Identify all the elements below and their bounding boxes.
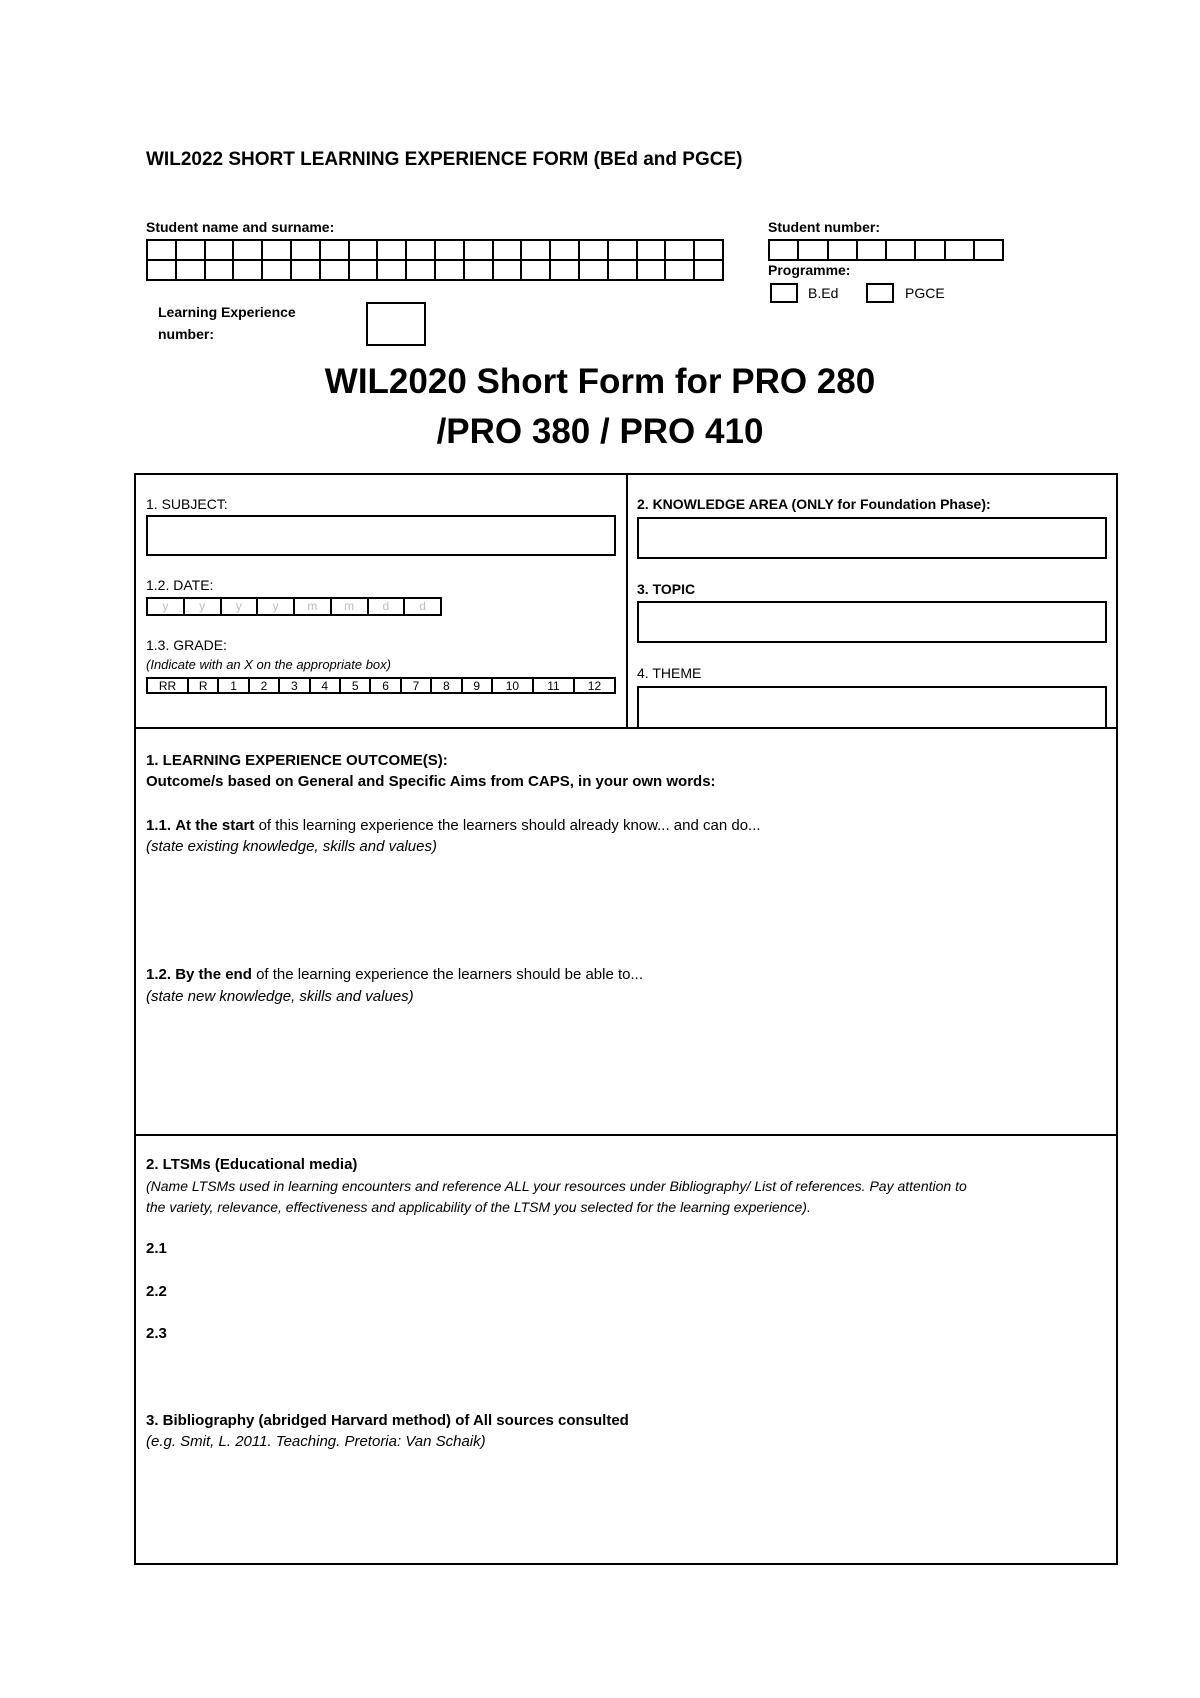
date-cell[interactable]: m (295, 599, 332, 616)
name-char-cell[interactable] (436, 261, 465, 281)
name-char-cell[interactable] (522, 261, 551, 281)
grade-cell[interactable]: RR (148, 679, 189, 694)
student-name-label: Student name and surname: (146, 219, 335, 235)
outcome-start-answer-area[interactable] (146, 860, 1106, 960)
name-char-cell[interactable] (666, 241, 695, 261)
outcome-end-number: 1.2. (146, 966, 172, 983)
grade-cell[interactable]: 8 (432, 679, 462, 694)
name-char-cell[interactable] (465, 241, 494, 261)
outcome-start-bold: At the start (175, 817, 255, 834)
name-char-cell[interactable] (263, 241, 292, 261)
form-title: WIL2022 SHORT LEARNING EXPERIENCE FORM (BEd and PGCE) (146, 149, 743, 170)
name-char-cell[interactable] (148, 241, 177, 261)
big-title-line-1: WIL2020 Short Form for PRO 280 (324, 362, 876, 401)
bibliography-example-prefix: (e.g. Smit, L. 2011. (146, 1433, 276, 1450)
name-char-cell[interactable] (148, 261, 177, 281)
number-char-cell[interactable] (829, 241, 858, 261)
learning-experience-number-field[interactable] (366, 302, 426, 346)
number-char-cell[interactable] (887, 241, 916, 261)
student-number-label: Student number: (768, 219, 880, 235)
name-char-cell[interactable] (580, 241, 609, 261)
number-char-cell[interactable] (799, 241, 828, 261)
name-char-cell[interactable] (580, 261, 609, 281)
grade-cell[interactable]: 6 (371, 679, 401, 694)
name-char-cell[interactable] (407, 241, 436, 261)
name-char-cell[interactable] (436, 241, 465, 261)
date-cell[interactable]: m (332, 599, 369, 616)
bibliography-example (146, 1433, 486, 1450)
name-char-cell[interactable] (321, 241, 350, 261)
outcome-start-line (146, 817, 761, 834)
big-title-line-2: /PRO 380 / PRO 410 (436, 412, 764, 451)
name-char-cell[interactable] (609, 241, 638, 261)
learning-experience-label: Learning Experience (158, 304, 296, 320)
date-cell[interactable]: y (222, 599, 259, 616)
number-char-cell[interactable] (975, 241, 1004, 261)
grade-hint: (Indicate with an X on the appropriate box) (146, 657, 391, 672)
grade-selector[interactable] (146, 677, 616, 694)
outcome-start-hint: (state existing knowledge, skills and values) (146, 838, 437, 855)
name-char-cell[interactable] (206, 261, 235, 281)
outcomes-heading: 1. LEARNING EXPERIENCE OUTCOME(S): (146, 752, 448, 769)
name-char-cell[interactable] (350, 241, 379, 261)
name-char-cell[interactable] (292, 241, 321, 261)
name-char-cell[interactable] (206, 241, 235, 261)
name-char-cell[interactable] (234, 241, 263, 261)
date-cell[interactable]: y (258, 599, 295, 616)
date-field[interactable] (146, 597, 442, 616)
ltsm-item-3: 2.3 (146, 1325, 167, 1342)
grade-cell[interactable]: 7 (402, 679, 432, 694)
name-char-cell[interactable] (234, 261, 263, 281)
ltsm-item-1-answer[interactable] (180, 1236, 1100, 1262)
date-cell[interactable]: d (369, 599, 406, 616)
grade-cell[interactable]: 1 (219, 679, 249, 694)
name-char-cell[interactable] (378, 261, 407, 281)
programme-label: Programme: (768, 262, 851, 278)
pgce-option-label: PGCE (905, 285, 945, 301)
student-number-field[interactable] (768, 239, 1004, 261)
ltsm-heading: 2. LTSMs (Educational media) (146, 1156, 358, 1173)
name-char-cell[interactable] (695, 261, 724, 281)
knowledge-area-label: 2. KNOWLEDGE AREA (ONLY for Foundation Phase): (637, 496, 991, 512)
grade-cell[interactable]: 11 (534, 679, 575, 694)
date-cell[interactable]: y (148, 599, 185, 616)
name-char-cell[interactable] (177, 261, 206, 281)
outcome-end-bold: By the end (175, 966, 252, 983)
grade-cell[interactable]: 5 (341, 679, 371, 694)
grade-cell[interactable]: 4 (311, 679, 341, 694)
name-char-cell[interactable] (350, 261, 379, 281)
grade-cell[interactable]: R (189, 679, 219, 694)
theme-field[interactable] (637, 686, 1107, 728)
name-char-cell[interactable] (378, 241, 407, 261)
grade-label: 1.3. GRADE: (146, 637, 227, 653)
column-divider (626, 473, 628, 728)
bed-option-label: B.Ed (808, 285, 839, 301)
outcome-start-text: of this learning experience the learners should already know... and can do... (258, 817, 761, 834)
name-char-cell[interactable] (638, 261, 667, 281)
grade-cell[interactable]: 10 (493, 679, 534, 694)
date-cell[interactable]: d (405, 599, 442, 616)
section-divider-2 (134, 1134, 1118, 1136)
ltsm-item-2-answer[interactable] (180, 1279, 1100, 1305)
name-char-cell[interactable] (407, 261, 436, 281)
ltsm-hint-line-1: (Name LTSMs used in learning encounters and reference ALL your resources under Bibliography/ List of references. Pay attention to (146, 1178, 967, 1194)
ltsm-item-2: 2.2 (146, 1283, 167, 1300)
name-char-cell[interactable] (551, 261, 580, 281)
grade-cell[interactable]: 2 (250, 679, 280, 694)
grade-cell[interactable]: 3 (280, 679, 310, 694)
name-char-cell[interactable] (609, 261, 638, 281)
name-char-cell[interactable] (638, 241, 667, 261)
pgce-checkbox[interactable] (866, 283, 894, 303)
subject-field[interactable] (146, 515, 616, 556)
bed-checkbox[interactable] (770, 283, 798, 303)
topic-label: 3. TOPIC (637, 581, 696, 597)
number-char-cell[interactable] (916, 241, 945, 261)
theme-label: 4. THEME (637, 665, 702, 681)
outcome-end-hint: (state new knowledge, skills and values) (146, 988, 414, 1005)
grade-cell[interactable]: 9 (463, 679, 493, 694)
student-name-field[interactable] (146, 239, 724, 281)
topic-field[interactable] (637, 601, 1107, 643)
name-char-cell[interactable] (522, 241, 551, 261)
name-char-cell[interactable] (666, 261, 695, 281)
ltsm-item-1: 2.1 (146, 1240, 167, 1257)
outcome-end-line (146, 966, 643, 983)
date-cell[interactable]: y (185, 599, 222, 616)
name-char-cell[interactable] (494, 241, 523, 261)
outcome-end-text: of the learning experience the learners should be able to... (256, 966, 643, 983)
grade-cell[interactable]: 12 (575, 679, 616, 694)
ltsm-item-3-answer[interactable] (180, 1321, 1100, 1347)
name-char-cell[interactable] (263, 261, 292, 281)
bibliography-example-title: Teaching. (275, 1433, 341, 1450)
number-char-cell[interactable] (946, 241, 975, 261)
name-char-cell[interactable] (551, 241, 580, 261)
name-char-cell[interactable] (465, 261, 494, 281)
knowledge-area-field[interactable] (637, 517, 1107, 559)
learning-experience-label-2: number: (158, 326, 214, 342)
bibliography-answer-area[interactable] (146, 1458, 1106, 1558)
bibliography-heading: 3. Bibliography (abridged Harvard method) of All sources consulted (146, 1412, 629, 1429)
bibliography-example-suffix: Pretoria: Van Schaik) (340, 1433, 486, 1450)
number-char-cell[interactable] (858, 241, 887, 261)
number-char-cell[interactable] (770, 241, 799, 261)
outcome-start-number: 1.1. (146, 817, 172, 834)
name-char-cell[interactable] (494, 261, 523, 281)
name-char-cell[interactable] (321, 261, 350, 281)
date-label: 1.2. DATE: (146, 577, 214, 593)
subject-label: 1. SUBJECT: (146, 496, 228, 512)
name-char-cell[interactable] (177, 241, 206, 261)
outcomes-subheading: Outcome/s based on General and Specific Aims from CAPS, in your own words: (146, 773, 716, 790)
name-char-cell[interactable] (695, 241, 724, 261)
ltsm-hint-line-2: the variety, relevance, effectiveness and applicability of the LTSM you selected for the learning experience). (146, 1199, 811, 1215)
name-char-cell[interactable] (292, 261, 321, 281)
outcome-end-answer-area[interactable] (146, 1010, 1106, 1125)
